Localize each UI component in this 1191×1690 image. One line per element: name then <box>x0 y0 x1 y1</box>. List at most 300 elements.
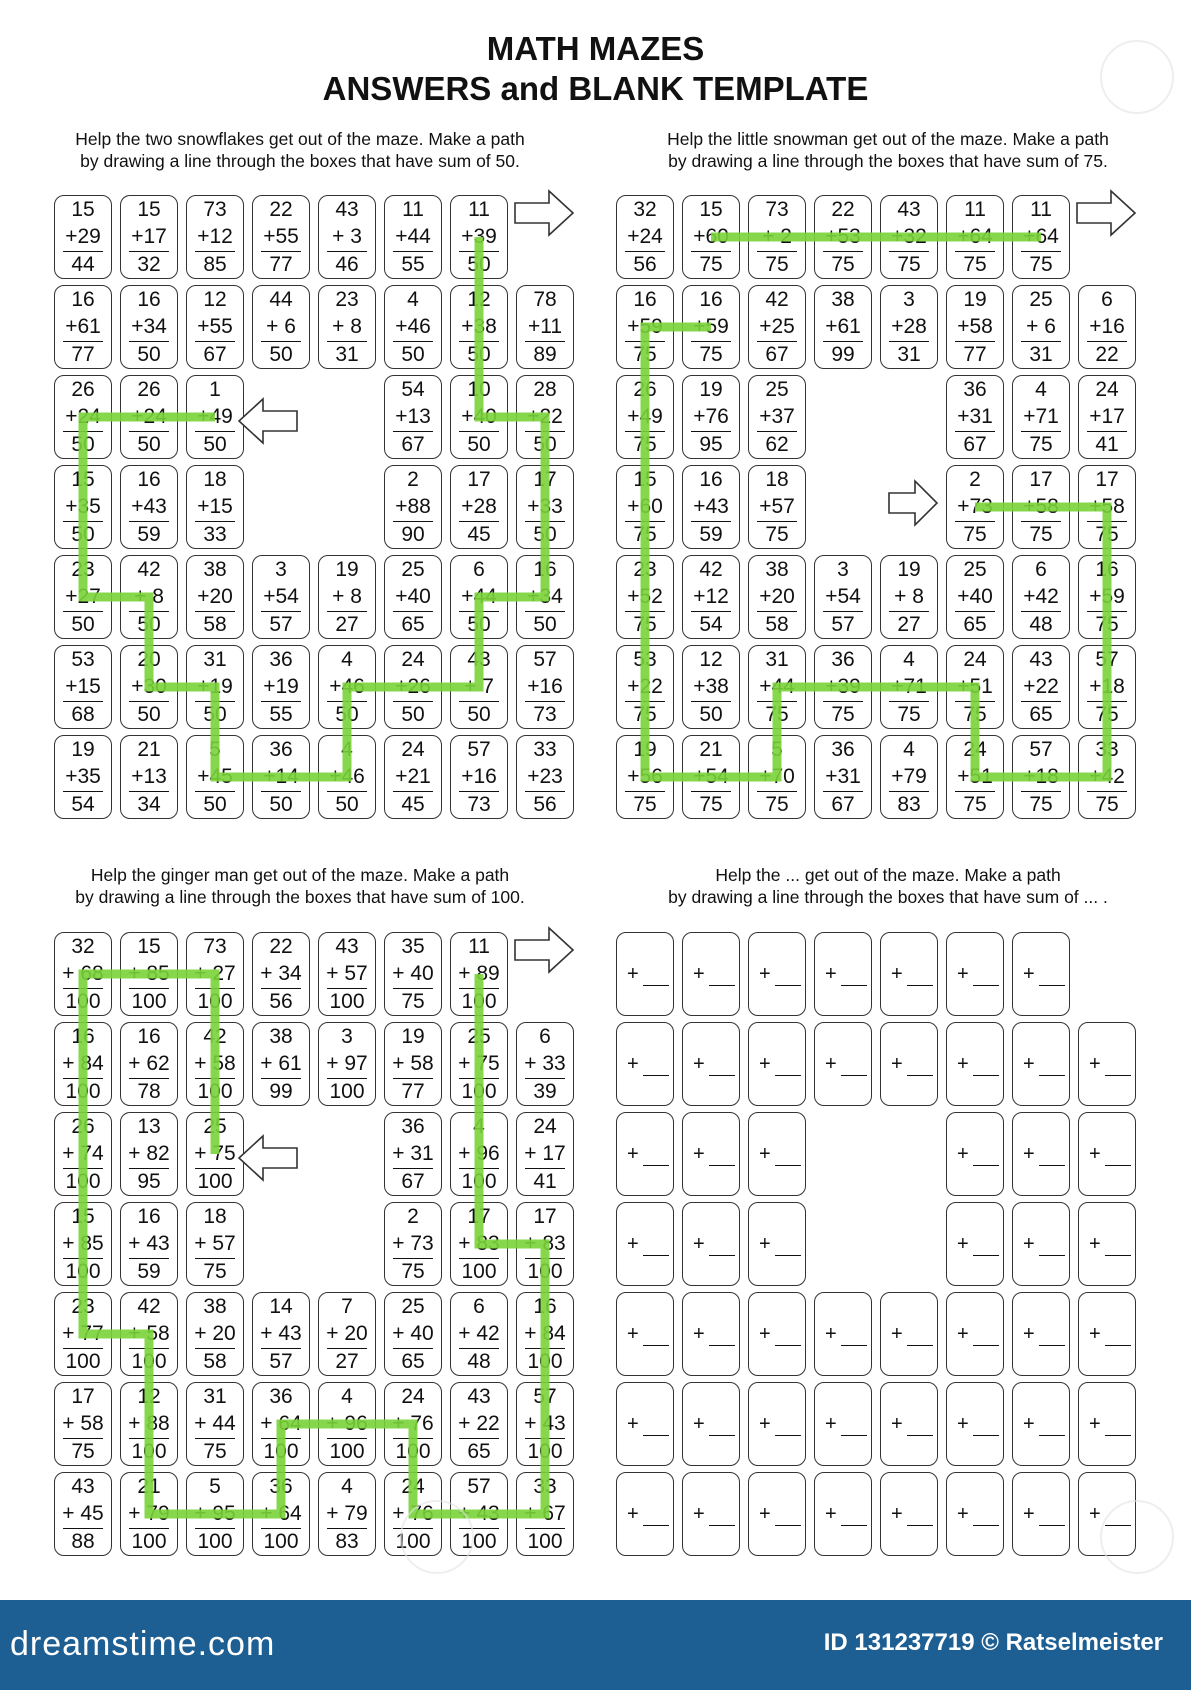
sum-line <box>1087 431 1127 432</box>
addend-bottom: +58 <box>957 315 993 338</box>
maze-cell[interactable] <box>748 195 806 279</box>
sum-line <box>459 431 499 432</box>
sum-line <box>261 1348 301 1349</box>
maze-cell[interactable] <box>616 1382 674 1466</box>
addend-top: 24 <box>401 648 425 671</box>
addend-bottom: +12 <box>197 225 233 248</box>
maze-cell[interactable] <box>682 1202 740 1286</box>
sum-value: 99 <box>831 343 855 366</box>
maze-cell[interactable] <box>516 1292 574 1376</box>
maze-cell[interactable] <box>880 1382 938 1466</box>
maze-cell[interactable] <box>946 1292 1004 1376</box>
maze-cell[interactable] <box>120 1202 178 1286</box>
maze-cell[interactable] <box>946 285 1004 369</box>
plus-sign: + <box>957 1503 969 1525</box>
addend-bottom: + 3 <box>332 225 362 248</box>
maze-cell[interactable] <box>54 1472 112 1556</box>
maze-cell[interactable] <box>1078 1112 1136 1196</box>
maze-cell[interactable] <box>384 555 442 639</box>
maze-cell[interactable] <box>814 1472 872 1556</box>
maze-cell[interactable] <box>120 555 178 639</box>
maze-cell[interactable] <box>616 465 674 549</box>
maze-cell[interactable] <box>946 1112 1004 1196</box>
maze-cell[interactable] <box>186 195 244 279</box>
addend-bottom: +43 <box>693 495 729 518</box>
maze-cell[interactable] <box>450 932 508 1016</box>
addend-bottom: +64 <box>1023 225 1059 248</box>
plus-sign: + <box>693 1413 705 1435</box>
maze-cell[interactable] <box>252 1022 310 1106</box>
maze-cell[interactable] <box>252 735 310 819</box>
sum-value: 56 <box>633 253 657 276</box>
maze-cell[interactable] <box>516 735 574 819</box>
maze-cell[interactable] <box>450 1022 508 1106</box>
addend-bottom: +35 <box>65 495 101 518</box>
maze4-instructions <box>608 864 1168 908</box>
maze-cell[interactable] <box>946 555 1004 639</box>
maze-cell[interactable] <box>748 1202 806 1286</box>
sum-line <box>1087 521 1127 522</box>
sum-line <box>525 1168 565 1169</box>
addend-top: 3 <box>341 1025 353 1048</box>
maze-cell[interactable] <box>1078 465 1136 549</box>
maze-cell[interactable] <box>318 195 376 279</box>
addend-top: 19 <box>633 738 657 761</box>
maze-cell[interactable] <box>946 375 1004 459</box>
maze-cell[interactable] <box>748 285 806 369</box>
addend-bottom: +19 <box>263 675 299 698</box>
maze-cell[interactable] <box>946 465 1004 549</box>
maze-cell[interactable] <box>682 735 740 819</box>
addend-top: 14 <box>269 1295 293 1318</box>
sum-value: 50 <box>533 523 557 546</box>
addend-top: 16 <box>533 1295 557 1318</box>
addend-bottom: +37 <box>759 405 795 428</box>
maze-cell[interactable] <box>880 285 938 369</box>
maze-cell[interactable] <box>120 375 178 459</box>
maze-cell[interactable] <box>384 1022 442 1106</box>
maze-cell[interactable] <box>616 1472 674 1556</box>
sum-line <box>327 611 367 612</box>
addend-bottom: +44 <box>461 585 497 608</box>
exit-arrow-icon <box>515 928 573 972</box>
maze-cell[interactable] <box>682 465 740 549</box>
maze-cell[interactable] <box>1012 555 1070 639</box>
maze-cell[interactable] <box>516 1382 574 1466</box>
maze-cell[interactable] <box>946 1022 1004 1106</box>
maze-cell[interactable] <box>186 1022 244 1106</box>
sum-value: 100 <box>131 990 167 1013</box>
maze-cell[interactable] <box>748 1382 806 1466</box>
maze-cell[interactable] <box>252 285 310 369</box>
maze-cell[interactable] <box>1012 1022 1070 1106</box>
maze-cell[interactable] <box>318 1382 376 1466</box>
plus-sign: + <box>957 1413 969 1435</box>
maze-cell[interactable] <box>54 1112 112 1196</box>
start-arrow-icon <box>239 399 297 443</box>
addend-bottom: +13 <box>395 405 431 428</box>
sum-value: 50 <box>401 703 425 726</box>
sum-line <box>327 1438 367 1439</box>
sum-value: 100 <box>329 990 365 1013</box>
sum-line <box>757 521 797 522</box>
maze-cell[interactable] <box>384 735 442 819</box>
maze-cell[interactable] <box>682 555 740 639</box>
maze-cell[interactable] <box>814 195 872 279</box>
maze-cell[interactable] <box>450 1292 508 1376</box>
maze-cell[interactable] <box>748 645 806 729</box>
answer-line <box>1105 1255 1131 1256</box>
maze-cell[interactable] <box>814 932 872 1016</box>
maze3-instructions <box>20 864 580 908</box>
maze-cell[interactable] <box>682 1382 740 1466</box>
sum-value: 100 <box>527 1440 563 1463</box>
maze-cell[interactable] <box>384 932 442 1016</box>
maze-cell[interactable] <box>748 1292 806 1376</box>
maze-cell[interactable] <box>1078 1202 1136 1286</box>
maze-cell[interactable] <box>54 645 112 729</box>
maze-cell[interactable] <box>120 285 178 369</box>
maze-cell[interactable] <box>616 645 674 729</box>
maze-cell[interactable] <box>186 1112 244 1196</box>
maze-cell[interactable] <box>1012 1292 1070 1376</box>
maze-cell[interactable] <box>186 1472 244 1556</box>
maze-cell[interactable] <box>450 465 508 549</box>
plus-sign: + <box>825 1503 837 1525</box>
maze-cell[interactable] <box>450 375 508 459</box>
maze-cell[interactable] <box>384 645 442 729</box>
sum-line <box>327 251 367 252</box>
maze-cell[interactable] <box>748 375 806 459</box>
maze-cell[interactable] <box>1078 1382 1136 1466</box>
maze-cell[interactable] <box>54 375 112 459</box>
maze-cell[interactable] <box>54 735 112 819</box>
addend-top: 2 <box>969 468 981 491</box>
maze-cell[interactable] <box>1078 285 1136 369</box>
maze-cell[interactable] <box>946 1382 1004 1466</box>
maze-cell[interactable] <box>186 285 244 369</box>
maze-cell[interactable] <box>946 195 1004 279</box>
maze-cell[interactable] <box>880 1472 938 1556</box>
sum-line <box>393 1078 433 1079</box>
maze-cell[interactable] <box>1012 375 1070 459</box>
sum-line <box>393 701 433 702</box>
maze-cell[interactable] <box>54 195 112 279</box>
maze-cell[interactable] <box>384 285 442 369</box>
maze-cell[interactable] <box>880 645 938 729</box>
sum-line <box>327 988 367 989</box>
maze-cell[interactable] <box>1012 735 1070 819</box>
maze-cell[interactable] <box>616 555 674 639</box>
maze-cell[interactable] <box>120 1382 178 1466</box>
sum-line <box>63 988 103 989</box>
maze-cell[interactable] <box>1012 195 1070 279</box>
maze-cell[interactable] <box>1012 645 1070 729</box>
maze-cell[interactable] <box>1078 375 1136 459</box>
maze-cell[interactable] <box>318 1472 376 1556</box>
maze-cell[interactable] <box>516 465 574 549</box>
maze-cell[interactable] <box>384 1202 442 1286</box>
addend-bottom: + 58 <box>194 1052 236 1075</box>
maze-cell[interactable] <box>54 555 112 639</box>
maze-cell[interactable] <box>450 285 508 369</box>
maze-cell[interactable] <box>450 1112 508 1196</box>
maze-cell[interactable] <box>318 1022 376 1106</box>
maze-cell[interactable] <box>318 285 376 369</box>
maze-cell[interactable] <box>384 465 442 549</box>
maze-cell[interactable] <box>1012 932 1070 1016</box>
maze-cell[interactable] <box>450 555 508 639</box>
maze-cell[interactable] <box>120 465 178 549</box>
maze-cell[interactable] <box>516 555 574 639</box>
maze-cell[interactable] <box>946 1472 1004 1556</box>
maze-cell[interactable] <box>946 645 1004 729</box>
maze-cell[interactable] <box>54 285 112 369</box>
maze-cell[interactable] <box>384 375 442 459</box>
addend-top: 15 <box>137 935 161 958</box>
maze-cell[interactable] <box>450 1202 508 1286</box>
addend-bottom: +22 <box>1023 675 1059 698</box>
maze-cell[interactable] <box>252 195 310 279</box>
addend-top: 57 <box>467 1475 491 1498</box>
maze-cell[interactable] <box>252 645 310 729</box>
maze-cell[interactable] <box>814 1292 872 1376</box>
sum-line <box>129 1168 169 1169</box>
sum-value: 31 <box>1029 343 1053 366</box>
maze-cell[interactable] <box>814 1022 872 1106</box>
maze-cell[interactable] <box>1078 1022 1136 1106</box>
sum-line <box>63 611 103 612</box>
maze-cell[interactable] <box>384 1382 442 1466</box>
maze-cell[interactable] <box>186 375 244 459</box>
maze-cell[interactable] <box>880 1022 938 1106</box>
maze-cell[interactable] <box>318 1292 376 1376</box>
sum-line <box>625 791 665 792</box>
maze-cell[interactable] <box>1078 645 1136 729</box>
maze2-instruction-line2: by drawing a line through the boxes that have sum of 75. <box>668 151 1108 171</box>
maze-cell[interactable] <box>186 1202 244 1286</box>
maze-cell[interactable] <box>120 1022 178 1106</box>
sum-line <box>459 521 499 522</box>
maze-cell[interactable] <box>252 1382 310 1466</box>
sum-value: 75 <box>765 253 789 276</box>
maze-cell[interactable] <box>814 285 872 369</box>
maze-cell[interactable] <box>880 555 938 639</box>
maze-cell[interactable] <box>516 1472 574 1556</box>
maze-cell[interactable] <box>682 1292 740 1376</box>
answer-line <box>709 1165 735 1166</box>
plus-sign: + <box>1089 1143 1101 1165</box>
sum-line <box>63 1168 103 1169</box>
maze-cell[interactable] <box>880 1292 938 1376</box>
maze-cell[interactable] <box>616 735 674 819</box>
maze-cell[interactable] <box>616 1202 674 1286</box>
maze-cell[interactable] <box>946 1202 1004 1286</box>
maze-cell[interactable] <box>120 1292 178 1376</box>
maze-cell[interactable] <box>748 555 806 639</box>
maze-cell[interactable] <box>516 1202 574 1286</box>
maze-cell[interactable] <box>1078 735 1136 819</box>
maze-cell[interactable] <box>682 285 740 369</box>
sum-value: 100 <box>329 1440 365 1463</box>
maze-cell[interactable] <box>120 645 178 729</box>
start-arrow-icon <box>889 481 937 525</box>
maze-cell[interactable] <box>318 735 376 819</box>
maze-cell[interactable] <box>682 1022 740 1106</box>
maze-cell[interactable] <box>880 932 938 1016</box>
maze-cell[interactable] <box>318 555 376 639</box>
sum-value: 75 <box>897 253 921 276</box>
answer-line <box>643 1345 669 1346</box>
maze-cell[interactable] <box>748 1022 806 1106</box>
maze-cell[interactable] <box>252 1292 310 1376</box>
sum-value: 100 <box>395 1440 431 1463</box>
addend-bottom: +60 <box>693 225 729 248</box>
maze-cell[interactable] <box>384 1292 442 1376</box>
maze-cell[interactable] <box>516 285 574 369</box>
sum-value: 54 <box>699 613 723 636</box>
maze-cell[interactable] <box>252 932 310 1016</box>
maze-cell[interactable] <box>186 1382 244 1466</box>
sum-line <box>393 521 433 522</box>
maze-cell[interactable] <box>748 1112 806 1196</box>
sum-line <box>63 1438 103 1439</box>
maze-cell[interactable] <box>616 1022 674 1106</box>
maze-cell[interactable] <box>252 555 310 639</box>
maze-cell[interactable] <box>120 735 178 819</box>
maze-cell[interactable] <box>616 285 674 369</box>
maze-cell[interactable] <box>880 735 938 819</box>
maze-cell[interactable] <box>616 1292 674 1376</box>
addend-bottom: +39 <box>461 225 497 248</box>
plus-sign: + <box>1023 1323 1035 1345</box>
maze-cell[interactable] <box>120 1472 178 1556</box>
maze-cell[interactable] <box>186 1292 244 1376</box>
maze-cell[interactable] <box>252 1472 310 1556</box>
maze-cell[interactable] <box>814 1382 872 1466</box>
maze-cell[interactable] <box>814 735 872 819</box>
maze-cell[interactable] <box>120 1112 178 1196</box>
sum-value: 100 <box>527 1260 563 1283</box>
addend-bottom: +40 <box>957 585 993 608</box>
maze-cell[interactable] <box>120 195 178 279</box>
maze-cell[interactable] <box>516 1022 574 1106</box>
maze-cell[interactable] <box>54 465 112 549</box>
sum-value: 100 <box>461 1080 497 1103</box>
addend-bottom: + 85 <box>62 1232 104 1255</box>
maze-cell[interactable] <box>450 195 508 279</box>
addend-bottom: + 17 <box>524 1142 566 1165</box>
maze-cell[interactable] <box>1012 1112 1070 1196</box>
maze-cell[interactable] <box>1012 1202 1070 1286</box>
maze-cell[interactable] <box>120 932 178 1016</box>
addend-top: 1 <box>209 378 221 401</box>
maze-cell[interactable] <box>682 375 740 459</box>
maze-cell[interactable] <box>682 195 740 279</box>
sum-value: 33 <box>203 523 227 546</box>
maze-cell[interactable] <box>946 735 1004 819</box>
maze-cell[interactable] <box>748 1472 806 1556</box>
maze-cell[interactable] <box>814 645 872 729</box>
addend-bottom: + 82 <box>128 1142 170 1165</box>
sum-value: 41 <box>533 1170 557 1193</box>
maze-cell[interactable] <box>516 645 574 729</box>
maze-cell[interactable] <box>880 195 938 279</box>
maze-cell[interactable] <box>682 932 740 1016</box>
plus-sign: + <box>759 1143 771 1165</box>
maze-cell[interactable] <box>1012 285 1070 369</box>
maze-cell[interactable] <box>450 645 508 729</box>
addend-top: 25 <box>401 1295 425 1318</box>
maze-cell[interactable] <box>616 932 674 1016</box>
addend-bottom: +24 <box>131 405 167 428</box>
maze-cell[interactable] <box>616 375 674 459</box>
maze-cell[interactable] <box>186 735 244 819</box>
maze-cell[interactable] <box>946 932 1004 1016</box>
maze-cell[interactable] <box>318 932 376 1016</box>
maze-cell[interactable] <box>1012 1382 1070 1466</box>
addend-top: 12 <box>203 288 227 311</box>
maze-cell[interactable] <box>384 1112 442 1196</box>
maze-cell[interactable] <box>186 555 244 639</box>
sum-line <box>955 521 995 522</box>
addend-top: 17 <box>467 468 491 491</box>
maze-cell[interactable] <box>616 195 674 279</box>
maze-cell[interactable] <box>384 195 442 279</box>
maze-cell[interactable] <box>616 1112 674 1196</box>
maze-cell[interactable] <box>814 555 872 639</box>
addend-bottom: +20 <box>197 585 233 608</box>
maze-cell[interactable] <box>748 735 806 819</box>
addend-bottom: +28 <box>891 315 927 338</box>
maze-cell[interactable] <box>748 932 806 1016</box>
answer-line <box>709 1435 735 1436</box>
sum-line <box>525 791 565 792</box>
addend-bottom: + 43 <box>458 1502 500 1525</box>
maze-cell[interactable] <box>1012 1472 1070 1556</box>
maze-cell[interactable] <box>318 645 376 729</box>
maze-cell[interactable] <box>54 1202 112 1286</box>
sum-line <box>691 341 731 342</box>
maze-cell[interactable] <box>1012 465 1070 549</box>
maze-cell[interactable] <box>54 1292 112 1376</box>
maze-cell[interactable] <box>1078 555 1136 639</box>
maze-cell[interactable] <box>450 735 508 819</box>
sum-value: 45 <box>401 793 425 816</box>
maze-cell[interactable] <box>186 645 244 729</box>
maze-cell[interactable] <box>516 375 574 459</box>
maze-cell[interactable] <box>54 1382 112 1466</box>
maze-cell[interactable] <box>516 1112 574 1196</box>
answer-line <box>1039 1255 1065 1256</box>
maze-cell[interactable] <box>186 932 244 1016</box>
maze-cell[interactable] <box>682 1112 740 1196</box>
sum-value: 67 <box>765 343 789 366</box>
maze-cell[interactable] <box>186 465 244 549</box>
answer-line <box>643 1165 669 1166</box>
plus-sign: + <box>693 1233 705 1255</box>
maze-cell[interactable] <box>682 645 740 729</box>
sum-value: 50 <box>203 433 227 456</box>
maze-cell[interactable] <box>54 932 112 1016</box>
maze-cell[interactable] <box>54 1022 112 1106</box>
maze-cell[interactable] <box>1078 1292 1136 1376</box>
plus-sign: + <box>627 1413 639 1435</box>
page-title-line1: MATH MAZES <box>486 30 705 67</box>
maze-cell[interactable] <box>748 465 806 549</box>
maze-cell[interactable] <box>682 1472 740 1556</box>
maze-cell[interactable] <box>450 1382 508 1466</box>
